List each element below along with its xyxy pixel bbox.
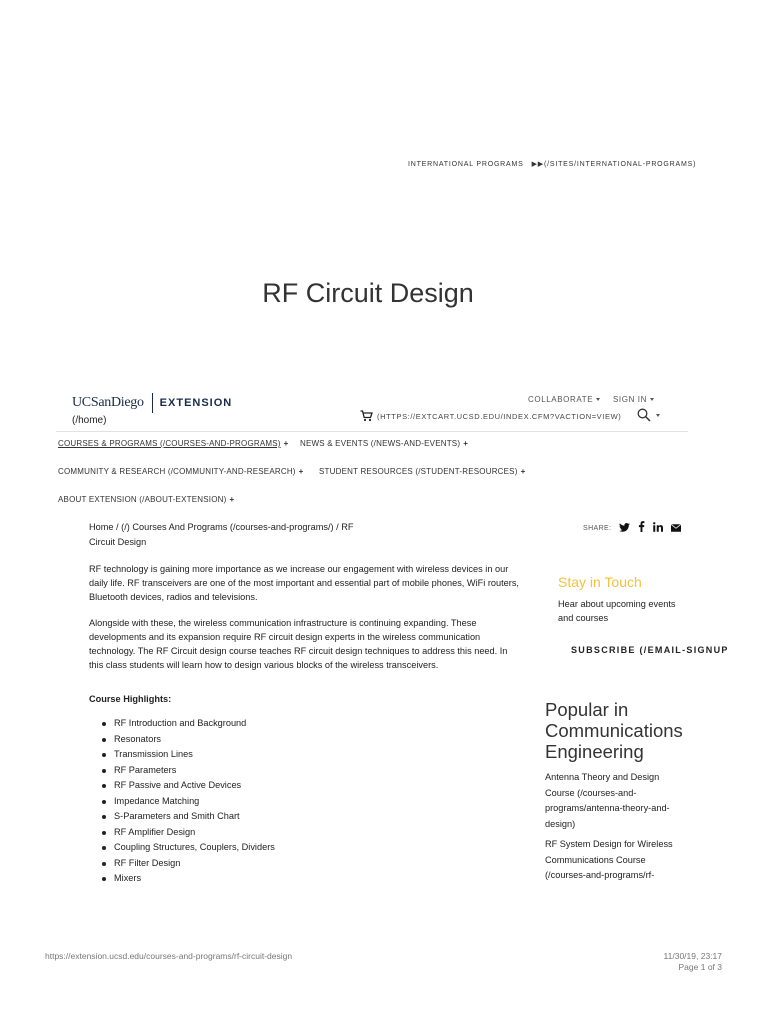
stay-in-touch-heading: Stay in Touch <box>558 574 642 590</box>
chevron-down-icon <box>650 398 654 401</box>
collaborate-label: COLLABORATE <box>528 395 594 404</box>
list-item: Mixers <box>102 871 275 887</box>
search-icon <box>637 408 651 422</box>
list-item: Impedance Matching <box>102 794 275 810</box>
nav-courses-label: COURSES & PROGRAMS (/COURSES-AND-PROGRAMS) <box>58 439 281 448</box>
list-item: RF Filter Design <box>102 856 275 872</box>
extension-wordmark: EXTENSION <box>159 397 233 409</box>
ucsd-extension-logo[interactable] <box>72 393 232 413</box>
ucsd-wordmark: UCSanDiego <box>72 395 144 410</box>
page-url: https://extension.ucsd.edu/courses-and-programs/rf-circuit-design <box>45 951 293 961</box>
cart-link-label: (HTTPS://EXTCART.UCSD.EDU/INDEX.CFM?VACTION=VIEW) <box>377 411 622 421</box>
twitter-icon[interactable] <box>619 519 630 537</box>
list-item: S-Parameters and Smith Chart <box>102 809 275 825</box>
email-icon[interactable] <box>671 519 681 537</box>
sign-in-label: SIGN IN <box>613 395 647 404</box>
print-timestamp: 11/30/19, 23:17 <box>663 951 722 961</box>
nav-news-label: NEWS & EVENTS (/NEWS-AND-EVENTS) <box>300 439 461 448</box>
stay-in-touch-text: Hear about upcoming events and courses <box>558 599 676 623</box>
expand-icon: + <box>463 439 468 448</box>
international-programs-label: INTERNATIONAL PROGRAMS <box>408 161 524 168</box>
expand-icon: + <box>298 467 304 476</box>
share-bar <box>583 519 689 537</box>
share-label: SHARE: <box>583 524 612 532</box>
chevron-down-icon <box>656 414 660 417</box>
list-item: RF Amplifier Design <box>102 825 275 841</box>
international-programs-link[interactable] <box>408 160 696 168</box>
page-number: Page 1 of 3 <box>678 962 722 972</box>
header-divider <box>56 431 688 432</box>
list-item: Transmission Lines <box>102 747 275 763</box>
nav-community-label: COMMUNITY & RESEARCH (/COMMUNITY-AND-RESEARCH) <box>58 467 296 476</box>
course-highlights-list <box>102 716 275 887</box>
expand-icon: + <box>520 467 526 476</box>
breadcrumb[interactable]: Home / (/) Courses And Programs (/courses-and-programs/) / RF Circuit Design <box>89 522 354 547</box>
nav-students-label: STUDENT RESOURCES (/STUDENT-RESOURCES) <box>319 467 518 476</box>
expand-icon: + <box>283 439 289 448</box>
facebook-icon[interactable] <box>638 519 645 537</box>
cart-link[interactable] <box>360 410 621 422</box>
nav-community-and-research[interactable] <box>58 467 303 476</box>
sign-in-menu[interactable] <box>613 395 654 404</box>
international-programs-url: ▶▶(/SITES/INTERNATIONAL-PROGRAMS) <box>531 161 697 168</box>
collaborate-menu[interactable] <box>528 395 600 404</box>
popular-link-rf-system-design[interactable]: RF System Design for Wireless Communications Course (/courses-and-programs/rf- <box>545 839 673 880</box>
subscribe-button[interactable]: SUBSCRIBE (/EMAIL-SIGNUP <box>571 645 729 655</box>
popular-heading: Popular in Communications Engineering <box>545 699 683 762</box>
course-highlights-heading: Course Highlights: <box>89 694 172 704</box>
nav-about-extension[interactable] <box>58 495 234 504</box>
list-item: Resonators <box>102 732 275 748</box>
search-toggle[interactable] <box>637 408 660 422</box>
home-link[interactable]: (/home) <box>72 415 107 426</box>
intro-paragraph: RF technology is gaining more importance as we increase our engagement with wireless devices in our daily life. RF transceivers are one of the most important and essential part of mobile phones, WiFi routers, Bluetooth devices, radios and televisions. <box>89 564 519 602</box>
logo-divider <box>152 393 153 413</box>
nav-news-and-events[interactable] <box>300 439 468 448</box>
print-info <box>560 951 722 973</box>
nav-courses-and-programs[interactable] <box>58 439 288 448</box>
expand-icon: + <box>229 495 235 504</box>
detail-paragraph: Alongside with these, the wireless communication infrastructure is continuing expanding. These developments and its expansion require RF circuit design experts in the wireless communication technology. The RF Circuit design course teaches RF circuit design techniques to address this need. In this class students will learn how to design various blocks of the wireless transceivers. <box>89 618 508 670</box>
list-item: RF Parameters <box>102 763 275 779</box>
list-item: Coupling Structures, Couplers, Dividers <box>102 840 275 856</box>
nav-student-resources[interactable] <box>319 467 525 476</box>
chevron-down-icon <box>596 398 600 401</box>
page-title: RF Circuit Design <box>262 278 474 308</box>
popular-link-antenna-theory[interactable]: Antenna Theory and Design Course (/courses-and-programs/antenna-theory-and-design) <box>545 772 670 829</box>
linkedin-icon[interactable] <box>653 519 663 537</box>
list-item: RF Introduction and Background <box>102 716 275 732</box>
nav-about-label: ABOUT EXTENSION (/ABOUT-EXTENSION) <box>58 495 227 504</box>
cart-icon <box>360 410 373 422</box>
list-item: RF Passive and Active Devices <box>102 778 275 794</box>
